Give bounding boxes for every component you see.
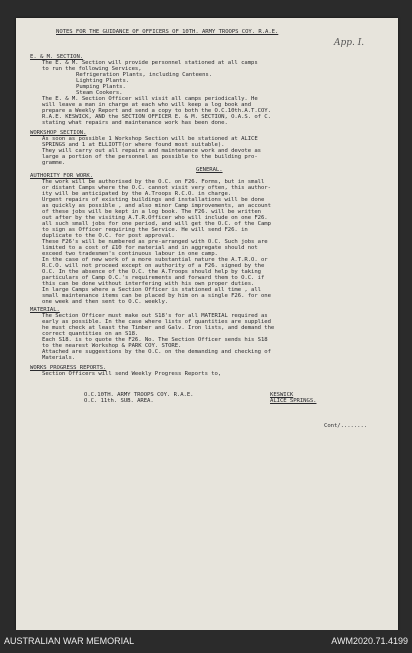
text-line: will leave a man in charge at each who will keep a log book and [42,102,252,108]
text-line: correct quantities on an S18. [42,331,139,337]
text-line: Attached are suggestions by the O.C. on the demanding and checking of [42,349,271,355]
text-line: gramme. [42,160,66,166]
text-line: this can be done without interfering with his own proper duties. [42,281,255,287]
document-page [16,18,398,630]
text-line: prepare a Weekly Report and send a copy to both the O.C.10th.A.T.COY. [42,108,271,114]
text-line: early as possible. In the case where lists of quantities are supplied [42,319,271,325]
text-line: O.C. 11th. SUB. AREA. [84,398,154,404]
text-line: he must check at least the Timber and Galv. Iron lists, and demand the [42,325,275,331]
text-line: Cont/........ [324,423,368,429]
text-line: ALICE SPRINGS. [270,398,317,404]
text-line: R.C.O. will not proceed except on authority of a F26. signed by the [42,263,265,269]
text-line: all such small jobs for one period, and will get the O.C. of the Camp [42,221,271,227]
text-line: Pumping Plants. [76,84,126,90]
text-line: KESWICK [270,392,294,398]
text-line: In large Camps where a Section Officer is stationed all time , all [42,287,261,293]
text-line: as quickly as possible , and also minor Camp improvements, an account [42,203,271,209]
text-line: They will carry out all repairs and maintenance work and devote as [42,148,261,154]
text-line: These F26's will be numbered as pre-arranged with O.C. Such jobs are [42,239,268,245]
text-line: O.C. In the absence of the O.C. the A.Troops should help by taking [42,269,261,275]
text-line: stating what repairs and maintenance work has been done. [42,120,228,126]
text-line: Urgent repairs of existing buildings and installations will be done [42,197,265,203]
text-line: particulars of Camp O.C.'s requirements and forward them to O.C. if [42,275,265,281]
text-line: WORKSHOP SECTION. [30,130,87,136]
text-line: Each S18. is to quote the F26. No. The Section Officer sends his S18 [42,337,268,343]
text-line: The E. & M. Section Officer will visit all camps periodically. He [42,96,258,102]
text-line: or distant Camps where the O.C. cannot visit very often, this author- [42,185,271,191]
text-line: MATERIAL. [30,307,60,313]
text-line: Section Officers will send Weekly Progress Reports to, [42,371,222,377]
text-line: to run the following Services, [42,66,142,72]
text-line: The Section Officer must make out S18's for all MATERIAL required as [42,313,268,319]
text-line: large a portion of the personnel as possible to the building pro- [42,154,258,160]
text-line: of these jobs will be kept in a log book. The F26. will be written [42,209,261,215]
text-line: small maintenance items can be placed by him on a single F26. for one [42,293,271,299]
text-line: Materials. [42,355,76,361]
text-line: to the nearest Workshop & PARK COY. STORE. [42,343,182,349]
text-line: WORKS PROGRESS REPORTS. [30,365,107,371]
text-line: ity will be anticipated by the A.Troops R.C.O. in charge. [42,191,232,197]
text-line: to sign as Officer requiring the Service. He will send F26. in [42,227,248,233]
text-line: In the case of new work of a more substantial nature the A.T.R.O. or [42,257,268,263]
text-line: The E. & M. Section will provide personnel stationed at all camps [42,60,258,66]
text-line: The work will be authorised by the O.C. on F26. Forms, but in small [42,179,265,185]
text-line: NOTES FOR THE GUIDANCE OF OFFICERS OF 10TH. ARMY TROOPS COY. R.A.E. [56,29,279,35]
text-line: Refrigeration Plants, including Canteens. [76,72,213,78]
text-line: limited to a cost of £10 for material and in aggregate should not [42,245,258,251]
text-line: duplicate to the O.C. for post approval. [42,233,175,239]
footer-institution: AUSTRALIAN WAR MEMORIAL [4,636,135,646]
text-line: E. & M. SECTION. [30,54,84,60]
text-line: exceed two tradesmen's continuous labour in one camp. [42,251,218,257]
text-line: one week and then sent to O.C. weekly. [42,299,169,305]
footer-reference: AWM2020.71.4199 [331,636,408,646]
footer-bar [0,630,412,653]
text-line: R.A.E. KESWICK, AND the SECTION OFFICER E. & M. SECTION, O.A.S. of C. [42,114,271,120]
text-line: Steam Cookers. [76,90,123,96]
text-line: out after by the visiting A.T.R.Officer who will include on one F26. [42,215,268,221]
text-line: SPRINGS and 1 at ELLIOTT(or where found most suitable). [42,142,225,148]
text-line: O.C.10TH. ARMY TROOPS COY. R.A.E. [84,392,194,398]
text-line: GENERAL. [196,167,223,173]
text-line: AUTHORITY FOR WORK. [30,173,94,179]
handwritten-reference: App. I. [334,38,365,48]
text-line: Lighting Plants. [76,78,130,84]
text-line: As soon as possible 1 Workshop Section will be stationed at ALICE [42,136,258,142]
